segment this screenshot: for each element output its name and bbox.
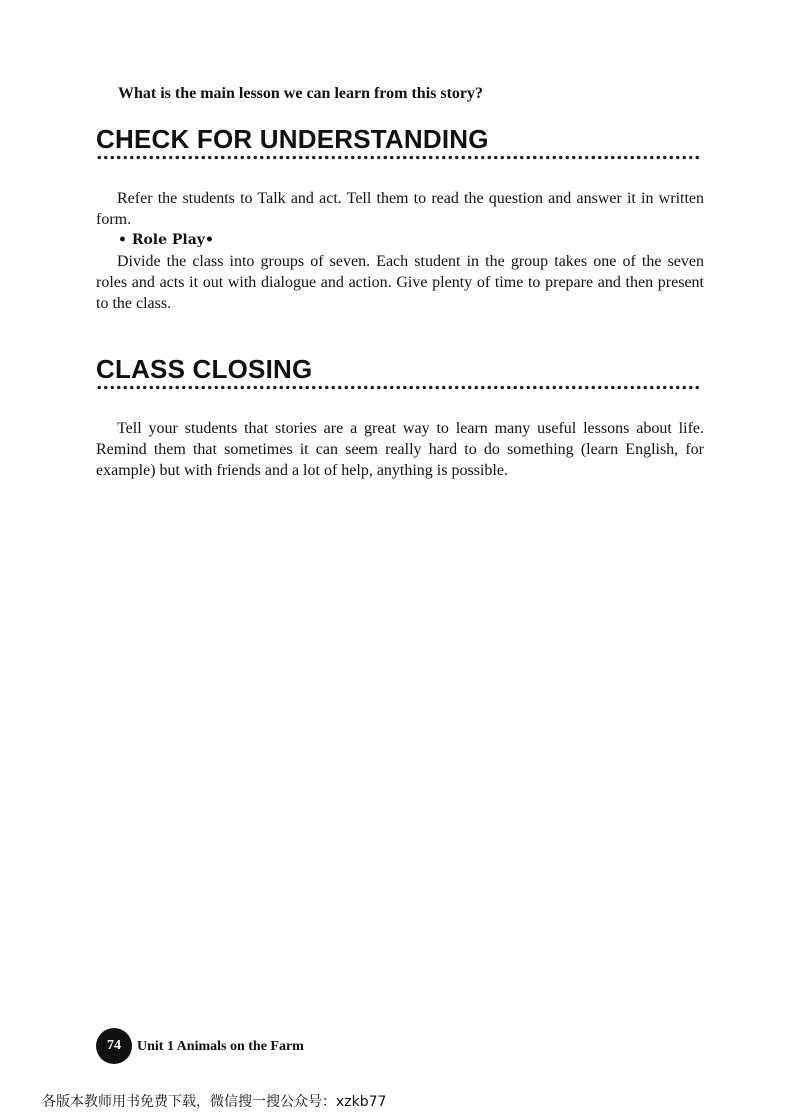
page-number-badge: 74 <box>96 1028 132 1064</box>
class-closing-paragraph <box>96 418 704 481</box>
discussion-question: What is the main lesson we can learn from this story? <box>118 85 484 102</box>
class-closing-header <box>96 354 700 390</box>
check-for-understanding-header <box>96 124 700 160</box>
check-for-understanding-heading: CHECK FOR UNDERSTANDING <box>96 124 489 154</box>
check-paragraph-text: Refer the students to Talk and act. Tell them to read the question and answer it in written form. <box>96 190 704 228</box>
class-closing-heading: CLASS CLOSING <box>96 354 313 384</box>
unit-title: Unit 1 Animals on the Farm <box>137 1039 304 1054</box>
watermark-text: 各版本教师用书免费下载，微信搜一搜公众号：xzkb77 <box>42 1094 387 1110</box>
check-paragraph <box>96 188 704 230</box>
class-closing-paragraph-text: Tell your students that stories are a great way to learn many useful lessons about life. Remind them that sometimes it can seem really hard to do something (learn English, for example) but with friends and a lot of help, anything is possible. <box>96 420 704 479</box>
page-footer <box>96 1027 304 1065</box>
dotted-rule <box>96 155 700 160</box>
dotted-rule <box>96 385 700 390</box>
role-play-label: • Role Play• <box>118 232 214 248</box>
role-play-paragraph-text: Divide the class into groups of seven. Each student in the group takes one of the seven roles and acts it out with dialogue and action. Give plenty of time to prepare and then present to the class. <box>96 253 704 312</box>
role-play-paragraph <box>96 251 704 314</box>
